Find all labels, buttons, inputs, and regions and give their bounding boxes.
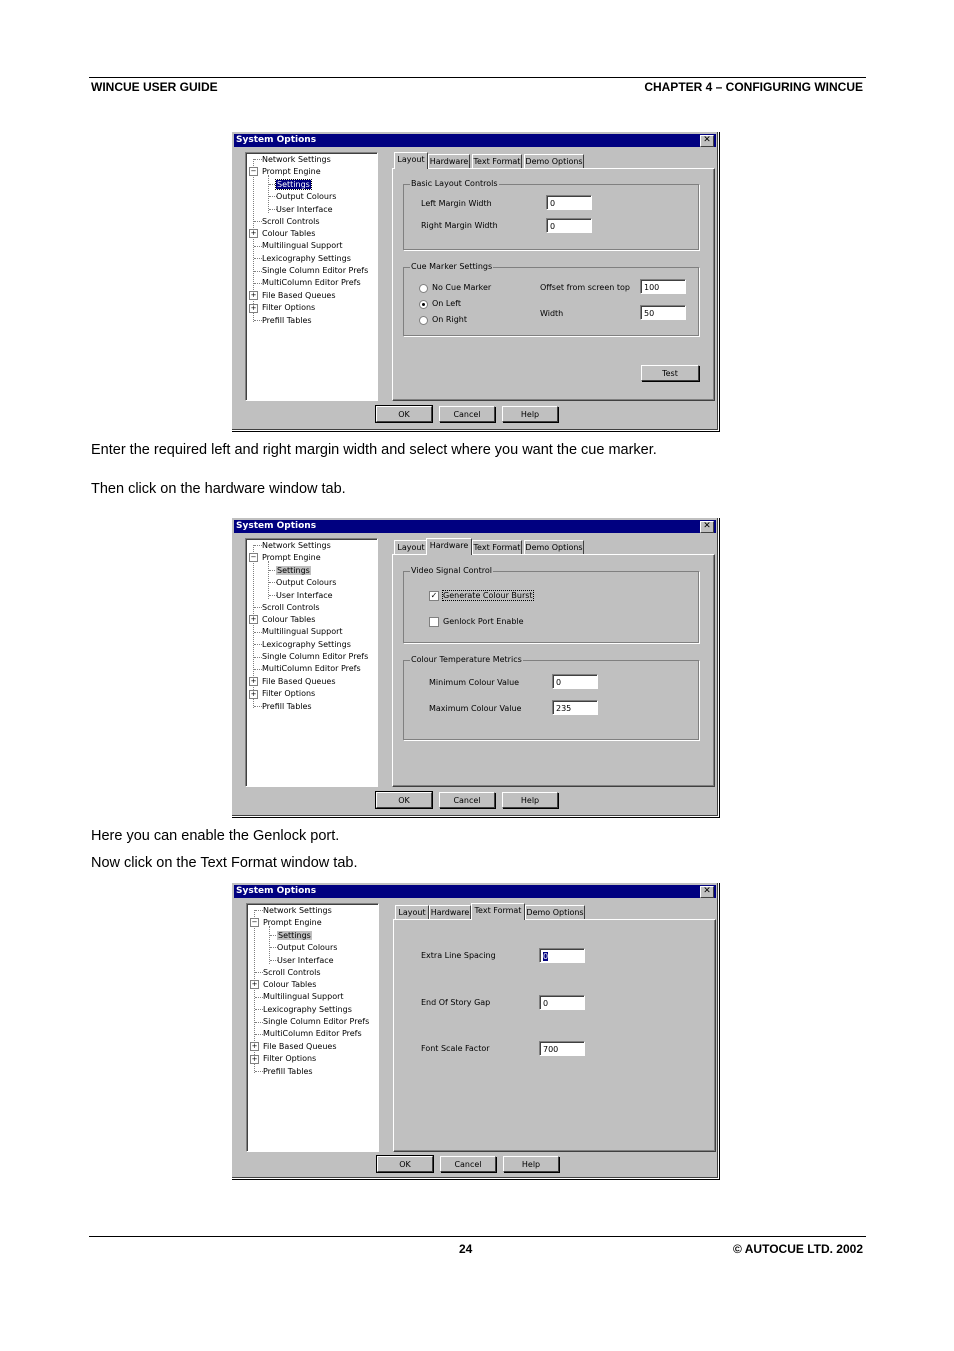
tree-item-network-settings[interactable]: Network Settings [263, 906, 332, 915]
tab-hardware[interactable]: Hardware [428, 154, 470, 168]
tree-item-prefill-tables[interactable]: Prefill Tables [262, 316, 312, 325]
basic-layout-group [403, 179, 699, 250]
tree-item-filter-options[interactable]: Filter Options [262, 689, 316, 698]
no-cue-radio[interactable] [419, 284, 428, 293]
tab-layout[interactable]: Layout [394, 152, 428, 169]
no-cue-label: No Cue Marker [432, 283, 492, 292]
tree-item-single-column-editor-prefs[interactable]: Single Column Editor Prefs [262, 266, 369, 275]
video-signal-group [403, 566, 699, 643]
line-spacing-input[interactable] [539, 948, 585, 963]
tree-item-single-column-editor-prefs[interactable]: Single Column Editor Prefs [262, 652, 369, 661]
tree-item-output-colours[interactable]: Output Colours [276, 578, 337, 587]
tree-item-scroll-controls[interactable]: Scroll Controls [263, 968, 321, 977]
tree-item-multilingual-support[interactable]: Multilingual Support [262, 241, 343, 250]
tree-item-network-settings[interactable]: Network Settings [262, 155, 331, 164]
tree-item-prompt-engine[interactable]: Prompt Engine [262, 167, 321, 176]
tab-demo-options[interactable]: Demo Options [524, 540, 584, 554]
offset-input[interactable]: 100 [640, 279, 686, 294]
collapse-icon[interactable]: − [251, 918, 258, 926]
header-left: WINCUE USER GUIDE [91, 80, 218, 94]
max-colour-input[interactable]: 235 [552, 700, 598, 715]
expand-icon[interactable]: + [250, 615, 257, 623]
tree-item-prefill-tables[interactable]: Prefill Tables [262, 702, 312, 711]
group-label: Cue Marker Settings [411, 262, 493, 271]
ok-button[interactable]: OK [376, 792, 432, 808]
tree-item-colour-tables[interactable]: Colour Tables [262, 615, 316, 624]
expand-icon[interactable]: + [250, 291, 257, 299]
system-options-dialog-text-format [231, 882, 719, 1179]
line-spacing-value: 0 [543, 952, 549, 961]
expand-icon[interactable]: + [251, 1055, 258, 1063]
genlock-label: Genlock Port Enable [443, 617, 524, 626]
group-label: Colour Temperature Metrics [411, 655, 522, 664]
options-tree [245, 152, 378, 401]
font-scale-input[interactable]: 700 [539, 1041, 585, 1056]
close-icon[interactable]: ✕ [700, 886, 714, 898]
tab-panel [392, 554, 715, 787]
tree-item-colour-tables[interactable]: Colour Tables [262, 229, 316, 238]
tree-item-prefill-tables[interactable]: Prefill Tables [263, 1067, 313, 1076]
tree-item-output-colours[interactable]: Output Colours [277, 943, 338, 952]
tree-item-multicolumn-editor-prefs[interactable]: MultiColumn Editor Prefs [262, 664, 361, 673]
tree-item-multicolumn-editor-prefs[interactable]: MultiColumn Editor Prefs [263, 1029, 362, 1038]
help-button[interactable]: Help [503, 1156, 559, 1172]
on-right-label: On Right [432, 315, 467, 324]
on-left-radio[interactable] [419, 300, 428, 309]
min-colour-input[interactable]: 0 [552, 674, 598, 689]
dialog-title: System Options [236, 886, 317, 896]
footer-rule [89, 1236, 866, 1237]
copyright: © AUTOCUE LTD. 2002 [733, 1242, 863, 1256]
genlock-checkbox[interactable] [429, 617, 439, 627]
expand-icon[interactable]: + [250, 677, 257, 685]
expand-icon[interactable]: + [250, 229, 257, 237]
header-rule [89, 77, 866, 78]
tab-demo-options[interactable]: Demo Options [524, 154, 584, 168]
dialog-title: System Options [236, 521, 317, 531]
close-icon[interactable]: ✕ [700, 135, 714, 147]
dialog-title-bar [234, 520, 716, 533]
paragraph-3: Here you can enable the Genlock port. [91, 828, 340, 844]
tab-demo-options[interactable]: Demo Options [525, 905, 585, 919]
paragraph-2: Then click on the hardware window tab. [91, 481, 346, 497]
tree-item-settings[interactable]: Settings [277, 566, 310, 575]
tree-item-file-based-queues[interactable]: File Based Queues [263, 1042, 337, 1051]
tree-item-lexicography-settings[interactable]: Lexicography Settings [262, 254, 351, 263]
dialog-title-bar [234, 885, 716, 898]
expand-icon[interactable]: + [251, 980, 258, 988]
options-tree [245, 538, 378, 787]
tree-item-single-column-editor-prefs[interactable]: Single Column Editor Prefs [263, 1017, 370, 1026]
tree-item-file-based-queues[interactable]: File Based Queues [262, 677, 336, 686]
width-input[interactable]: 50 [640, 305, 686, 320]
tree-item-user-interface[interactable]: User Interface [276, 591, 333, 600]
width-label: Width [540, 309, 564, 318]
test-button[interactable]: Test [641, 365, 699, 381]
system-options-dialog-hardware [231, 517, 719, 817]
tree-item-network-settings[interactable]: Network Settings [262, 541, 331, 550]
help-button[interactable]: Help [502, 792, 558, 808]
tab-text-format[interactable]: Text Format [472, 540, 522, 554]
left-margin-label: Left Margin Width [421, 199, 492, 208]
tab-hardware[interactable]: Hardware [429, 905, 471, 919]
tree-item-multilingual-support[interactable]: Multilingual Support [262, 627, 343, 636]
ok-button[interactable]: OK [377, 1156, 433, 1172]
max-colour-label: Maximum Colour Value [429, 704, 522, 713]
cancel-button[interactable]: Cancel [439, 792, 495, 808]
tree-item-file-based-queues[interactable]: File Based Queues [262, 291, 336, 300]
colour-burst-label: Generate Colour Burst [443, 591, 533, 600]
paragraph-4: Now click on the Text Format window tab. [91, 855, 358, 871]
tree-item-prompt-engine[interactable]: Prompt Engine [262, 553, 321, 562]
on-left-label: On Left [432, 299, 461, 308]
dialog-title: System Options [236, 135, 317, 145]
tab-layout[interactable]: Layout [395, 905, 429, 919]
tree-item-output-colours[interactable]: Output Colours [276, 192, 337, 201]
cue-marker-group [403, 262, 699, 336]
story-gap-label: End Of Story Gap [421, 998, 491, 1007]
tree-item-user-interface[interactable]: User Interface [277, 956, 334, 965]
tree-item-scroll-controls[interactable]: Scroll Controls [262, 217, 320, 226]
cancel-button[interactable]: Cancel [440, 1156, 496, 1172]
tab-layout[interactable]: Layout [394, 540, 428, 554]
tree-item-lexicography-settings[interactable]: Lexicography Settings [263, 1005, 352, 1014]
right-margin-input[interactable]: 0 [546, 218, 592, 233]
tree-item-filter-options[interactable]: Filter Options [263, 1054, 317, 1063]
expand-icon[interactable]: + [250, 690, 257, 698]
tree-item-user-interface[interactable]: User Interface [276, 205, 333, 214]
colour-burst-checkbox[interactable]: ✓ [430, 591, 438, 600]
header-right: CHAPTER 4 – CONFIGURING WINCUE [644, 80, 863, 94]
font-scale-label: Font Scale Factor [421, 1044, 490, 1053]
offset-label: Offset from screen top [540, 283, 630, 292]
colour-temperature-group [403, 655, 699, 740]
story-gap-input[interactable]: 0 [539, 995, 585, 1010]
left-margin-input[interactable]: 0 [546, 195, 592, 210]
right-margin-label: Right Margin Width [421, 221, 498, 230]
dialog-title-bar [234, 134, 716, 147]
line-spacing-label: Extra Line Spacing [421, 951, 496, 960]
tree-item-filter-options[interactable]: Filter Options [262, 303, 316, 312]
help-button[interactable]: Help [502, 406, 558, 422]
group-label: Basic Layout Controls [411, 179, 498, 188]
tree-item-settings[interactable]: Settings [278, 931, 311, 940]
tab-text-format[interactable]: Text Format [472, 154, 522, 168]
tree-item-scroll-controls[interactable]: Scroll Controls [262, 603, 320, 612]
tab-panel [392, 168, 715, 401]
tab-text-format[interactable]: Text Format [471, 903, 525, 920]
min-colour-label: Minimum Colour Value [429, 678, 520, 687]
tab-panel [393, 919, 716, 1152]
tab-hardware[interactable]: Hardware [426, 538, 472, 555]
system-options-dialog-layout [231, 131, 719, 431]
close-icon[interactable]: ✕ [700, 521, 714, 533]
tree-item-lexicography-settings[interactable]: Lexicography Settings [262, 640, 351, 649]
expand-icon[interactable]: + [251, 1042, 258, 1050]
group-label: Video Signal Control [411, 566, 492, 575]
collapse-icon[interactable]: − [250, 553, 257, 561]
tree-item-prompt-engine[interactable]: Prompt Engine [263, 918, 322, 927]
cancel-button[interactable]: Cancel [439, 406, 495, 422]
paragraph-1: Enter the required left and right margin width and select where you want the cue marker. [91, 442, 657, 458]
options-tree [246, 903, 379, 1152]
on-right-radio[interactable] [419, 316, 428, 325]
tree-item-multicolumn-editor-prefs[interactable]: MultiColumn Editor Prefs [262, 278, 361, 287]
tree-item-multilingual-support[interactable]: Multilingual Support [263, 992, 344, 1001]
ok-button[interactable]: OK [376, 406, 432, 422]
page-number: 24 [459, 1242, 473, 1256]
collapse-icon[interactable]: − [250, 167, 257, 175]
expand-icon[interactable]: + [250, 304, 257, 312]
tree-item-settings[interactable]: Settings [277, 180, 310, 189]
tree-item-colour-tables[interactable]: Colour Tables [263, 980, 317, 989]
